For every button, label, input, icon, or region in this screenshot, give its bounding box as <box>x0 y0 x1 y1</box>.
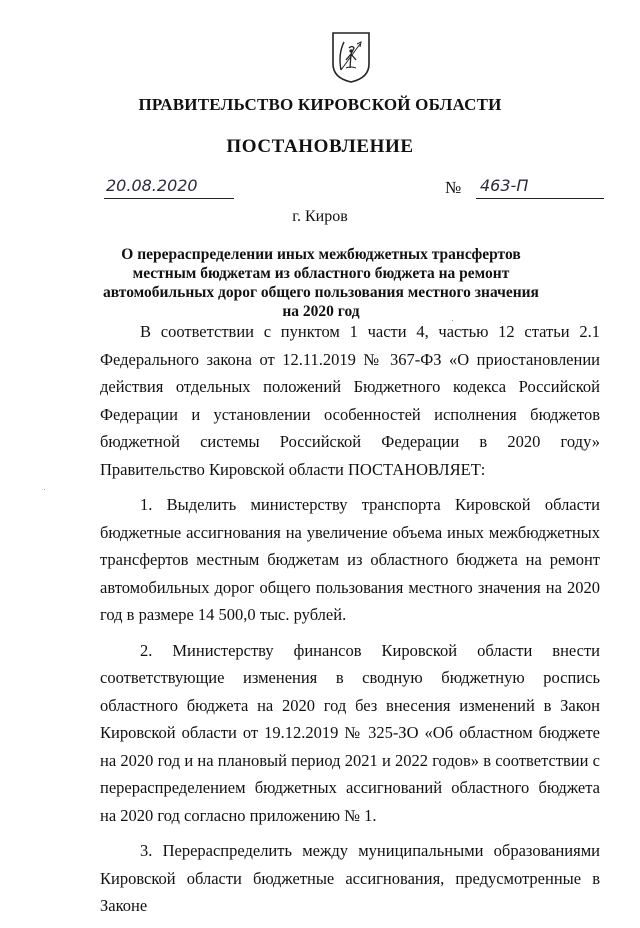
document-subject: О перераспределении иных межбюджетных трансфертов местным бюджетам из областного бюджета на ремонт автомобильных дорог общего пользования местного значения на 2020 год <box>103 246 539 320</box>
scan-speck <box>44 489 45 490</box>
document-date: 20.08.2020 <box>104 176 234 199</box>
number-sign: № <box>445 178 462 197</box>
paragraph-item-1: 1. Выделить министерству транспорта Кировской области бюджетные ассигнования на увеличение объема иных межбюджетных трансфертов местным бюджетам из областного бюджета на ремонт автомобильных дорог общего пользования местного значения на 2020 год в размере 14 500,0 тыс. рублей. <box>100 495 600 624</box>
paragraph-item-3: 3. Перераспределить между муниципальными образованиями Кировской области бюджетные ассигнования, предусмотренные в Законе <box>100 841 600 915</box>
paragraph-preamble: В соответствии с пунктом 1 части 4, частью 12 статьи 2.1 Федерального закона от 12.11.2019 № 367-ФЗ «О приостановлении действия отдельных положений Бюджетного кодекса Российской Федерации и установлении особенностей исполнения бюджетов бюджетной системы Российской Федерации в 2020 году» Правительство Кировской области ПОСТАНОВЛЯЕТ: <box>100 322 600 479</box>
document-body <box>100 318 600 928</box>
scan-speck <box>452 320 453 321</box>
document-type-title: ПОСТАНОВЛЕНИЕ <box>226 136 414 157</box>
document-number: 463-П <box>476 176 604 199</box>
coat-of-arms-icon <box>330 30 372 84</box>
city-name: г. Киров <box>292 208 348 225</box>
paragraph-item-2: 2. Министерству финансов Кировской области внести соответствующие изменения в сводную бюджетную роспись областного бюджета на 2020 год без внесения изменений в Закон Кировской области от 19.12.2019 № 325-ЗО «Об областном бюджете на 2020 год и на плановый период 2021 и 2022 годов» в соответствии с перераспределением бюджетных ассигнований областного бюджета на 2020 год согласно приложению № 1. <box>100 640 600 825</box>
government-name: ПРАВИТЕЛЬСТВО КИРОВСКОЙ ОБЛАСТИ <box>138 95 502 114</box>
